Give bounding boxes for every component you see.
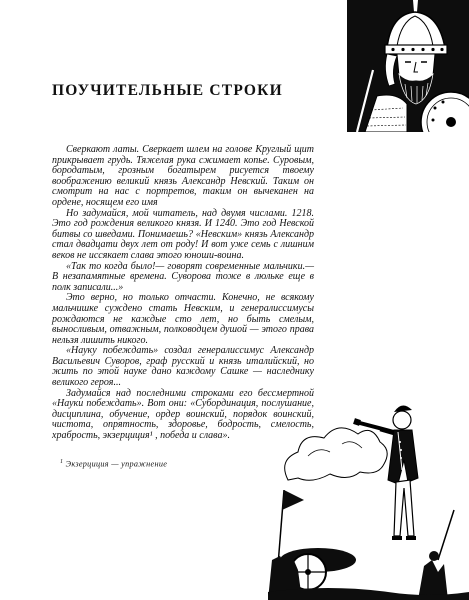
footnote-marker: 1 [60, 459, 64, 465]
paragraph-5: «Науку побеждать» создал генералиссимус Александр Васильевич Суворов, граф русский и князь италийский, но жить по этой науке дано каждому Сашке — наследнику великого героя... [52, 345, 314, 389]
paragraph-1: Сверкают латы. Сверкает шлем на голове Круглый щит прикрывает грудь. Тяжелая рука сжимает копье. Суровым, бородатым, грозным богатырем рисуется твоему воображению великий князь Александр Невский. Таким он смотрит на нас с портретов, таким он вычеканен на ордене, носящем его имя [52, 144, 314, 208]
page-title: ПОУЧИТЕЛЬНЫЕ СТРОКИ [52, 82, 283, 99]
paragraph-3: «Так то когда было!— говорят современные мальчики.— В незапамятные времена. Суворова тоже в люльке еще в полк записали...» [52, 260, 314, 293]
paragraph-6: Задумайся над последними строками его бессмертной «Науки побеждать». Вот они: «Субординация, послушание, дисциплина, обучение, ордер воинский, порядок воинский, чистота, опрятность, здоровье, бодрость, смелость, храбрость, экзерциция¹ , победа и слава». [52, 387, 314, 442]
paragraph-4: Это верно, но только отчасти. Конечно, не всякому мальчишке суждено стать Невским, и генералиссимусы рождаются не каждые сто лет, но быть смелым, выносливым, отважным, полководцем душой — этого права нельзя лишить никого. [52, 292, 314, 346]
paragraph-2: Но задумайся, мой читатель, над двумя числами. 1218. Это год рождения великого князя. И 1240. Это год Невской битвы со шведами. Понимаешь? «Невским» князь Александр стал двадцати двух лет от роду! И вот уже семь с лишним веков не иссякает слава этого юноши-воина. [52, 207, 314, 261]
suvorov-illustration [268, 360, 469, 600]
footnote-text: Экзерциция — упражнение [65, 459, 168, 469]
footnote [60, 459, 260, 469]
knight-illustration [347, 0, 469, 132]
